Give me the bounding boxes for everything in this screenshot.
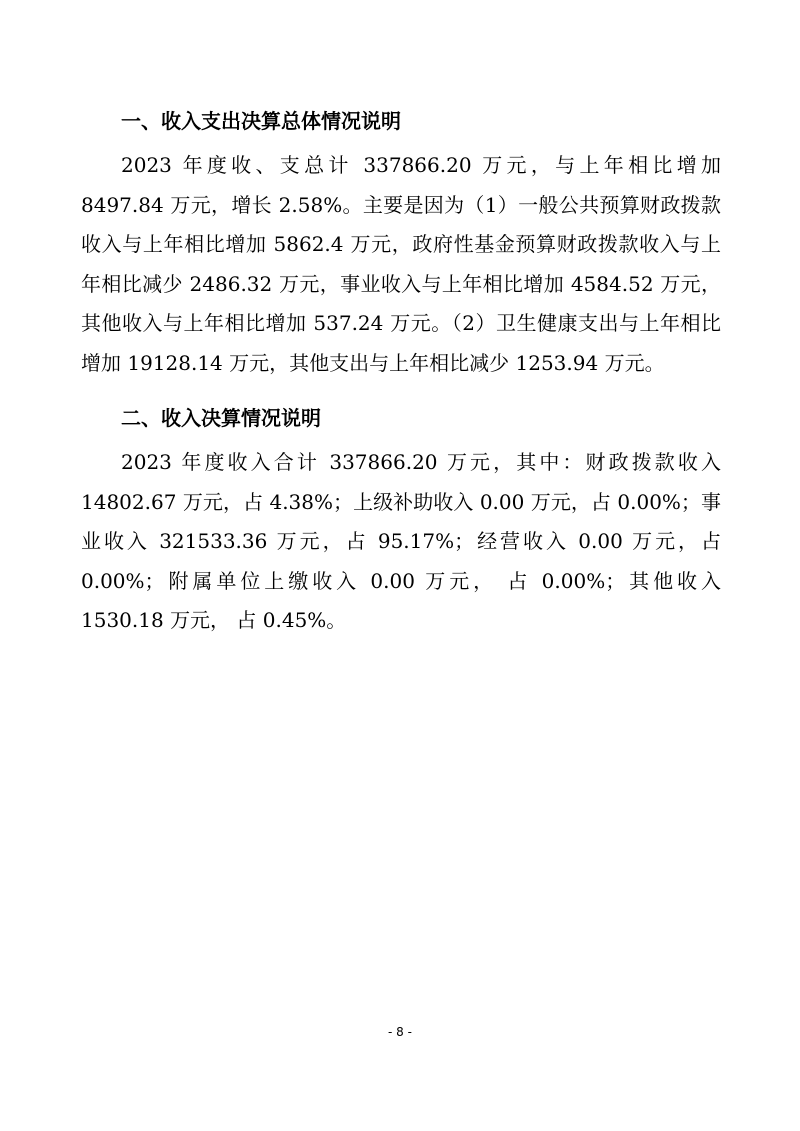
page-number: - 8 - [388,1025,412,1039]
section-heading-income-expenditure-overview: 一、收入支出决算总体情况说明 [121,109,401,133]
section-heading-income-accounts: 二、收入决算情况说明 [121,406,321,430]
paragraph-income-accounts: 2023 年度收入合计 337866.20 万元，其中：财政拨款收入 14802.67 万元，占 4.38%；上级补助收入 0.00 万元，占 0.00%；事业收入 321533.36 万元，占 95.17%；经营收入 0.00 万元，占 0.00%；附属单位上缴收入 0.00 万元， 占 0.00%；其他收入 1530.18 万元， 占 0.45%。 [81,450,721,632]
paragraph-income-expenditure-overview: 2023 年度收、支总计 337866.20 万元，与上年相比增加 8497.84 万元，增长 2.58%。主要是因为（1）一般公共预算财政拨款收入与上年相比增加 5862.4 万元，政府性基金预算财政拨款收入与上年相比减少 2486.32 万元，事业收入与上年相比增加 4584.52 万元，其他收入与上年相比增加 537.24 万元。（2）卫生健康支出与上年相比增加 19128.14 万元，其他支出与上年相比减少 1253.94 万元。 [81,153,721,375]
